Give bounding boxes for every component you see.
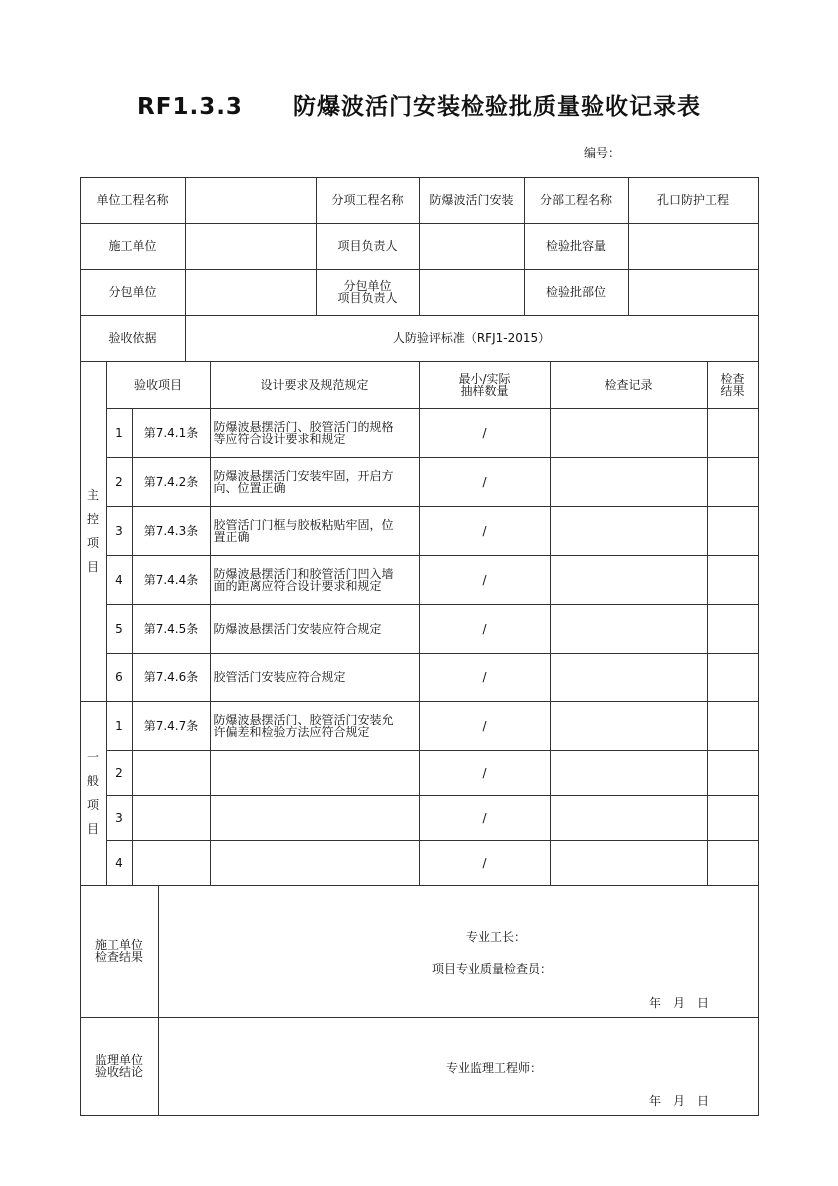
item-number: 1 [106, 408, 133, 458]
item-record[interactable] [550, 408, 708, 458]
item-record[interactable] [550, 840, 708, 886]
form-code: RF1.3.3 [137, 94, 243, 120]
item-record[interactable] [550, 604, 708, 654]
item-number: 4 [106, 555, 133, 605]
basis-value: 人防验评标准（RFJ1-2015） [185, 315, 759, 362]
item-result[interactable] [707, 604, 759, 654]
item-requirement: 防爆波悬摆活门安装应符合规定 [210, 604, 420, 654]
item-record[interactable] [550, 750, 708, 796]
item-number: 5 [106, 604, 133, 654]
item-result[interactable] [707, 750, 759, 796]
item-requirement: 防爆波悬摆活门和胶管活门凹入墙 面的距离应符合设计要求和规定 [210, 555, 420, 605]
item-record[interactable] [550, 506, 708, 556]
item-requirement [210, 795, 420, 841]
item-result[interactable] [707, 457, 759, 507]
batch-location-label: 检验批部位 [524, 269, 629, 316]
engineer-label: 专业监理工程师： [446, 1061, 543, 1075]
item-number: 2 [106, 457, 133, 507]
item-requirement: 防爆波悬摆活门、胶管活门安装允 许偏差和检验方法应符合规定 [210, 701, 420, 751]
item-number: 6 [106, 653, 133, 702]
item-clause: 第7.4.4条 [132, 555, 211, 605]
item-clause: 第7.4.2条 [132, 457, 211, 507]
main-control-label: 主 控 项 目 [80, 361, 107, 702]
item-sample: / [419, 408, 551, 458]
item-requirement: 胶管活门安装应符合规定 [210, 653, 420, 702]
project-manager-label: 项目负责人 [316, 223, 420, 270]
item-sample: / [419, 604, 551, 654]
foreman-label: 专业工长： [466, 930, 527, 944]
item-record[interactable] [550, 555, 708, 605]
col-item-header: 验收项目 [106, 361, 211, 409]
item-clause [132, 840, 211, 886]
item-sample: / [419, 840, 551, 886]
item-sample: / [419, 653, 551, 702]
batch-location-value[interactable] [628, 269, 759, 316]
item-requirement [210, 750, 420, 796]
item-result[interactable] [707, 555, 759, 605]
project-manager-value[interactable] [419, 223, 525, 270]
inspector-label: 项目专业质量检查员： [432, 962, 553, 976]
item-sample: / [419, 457, 551, 507]
subcontractor-label: 分包单位 [80, 269, 186, 316]
item-sample: / [419, 795, 551, 841]
item-sample: / [419, 750, 551, 796]
contractor-label: 施工单位 [80, 223, 186, 270]
item-result[interactable] [707, 408, 759, 458]
batch-capacity-label: 检验批容量 [524, 223, 629, 270]
item-clause [132, 750, 211, 796]
division-label: 分部工程名称 [524, 177, 629, 224]
item-result[interactable] [707, 840, 759, 886]
item-requirement: 胶管活门门框与胶板粘贴牢固，位 置正确 [210, 506, 420, 556]
item-clause: 第7.4.7条 [132, 701, 211, 751]
item-clause: 第7.4.1条 [132, 408, 211, 458]
item-number: 3 [106, 506, 133, 556]
item-number: 2 [106, 750, 133, 796]
item-requirement: 防爆波悬摆活门、胶管活门的规格 等应符合设计要求和规定 [210, 408, 420, 458]
item-number: 4 [106, 840, 133, 886]
sub-item-value: 防爆波活门安装 [419, 177, 525, 224]
supervisor-date: 年 月 日 [649, 1094, 710, 1108]
item-clause: 第7.4.5条 [132, 604, 211, 654]
form-title-text: 防爆波活门安装检验批质量验收记录表 [292, 94, 701, 120]
contractor-check-label: 施工单位 检查结果 [80, 885, 159, 1018]
sub-manager-label: 分包单位 项目负责人 [316, 269, 420, 316]
contractor-date: 年 月 日 [649, 996, 710, 1010]
item-clause [132, 795, 211, 841]
item-requirement: 防爆波悬摆活门安装牢固，开启方 向、位置正确 [210, 457, 420, 507]
item-result[interactable] [707, 506, 759, 556]
general-items-label: 一 般 项 目 [80, 701, 107, 886]
col-sample-header: 最小/实际 抽样数量 [419, 361, 551, 409]
item-number: 3 [106, 795, 133, 841]
sub-manager-value[interactable] [419, 269, 525, 316]
item-record[interactable] [550, 653, 708, 702]
form-title [0, 88, 838, 121]
item-requirement [210, 840, 420, 886]
supervisor-check-label: 监理单位 验收结论 [80, 1017, 159, 1116]
unit-project-label: 单位工程名称 [80, 177, 186, 224]
contractor-value[interactable] [185, 223, 317, 270]
basis-label: 验收依据 [80, 315, 186, 362]
division-value: 孔口防护工程 [628, 177, 759, 224]
item-sample: / [419, 701, 551, 751]
item-sample: / [419, 555, 551, 605]
unit-project-value[interactable] [185, 177, 317, 224]
item-number: 1 [106, 701, 133, 751]
item-result[interactable] [707, 653, 759, 702]
item-record[interactable] [550, 457, 708, 507]
number-label: 编号： [584, 146, 621, 160]
item-sample: / [419, 506, 551, 556]
item-result[interactable] [707, 795, 759, 841]
col-record-header: 检查记录 [550, 361, 708, 409]
item-record[interactable] [550, 701, 708, 751]
item-result[interactable] [707, 701, 759, 751]
col-requirement-header: 设计要求及规范规定 [210, 361, 420, 409]
item-record[interactable] [550, 795, 708, 841]
batch-capacity-value[interactable] [628, 223, 759, 270]
subcontractor-value[interactable] [185, 269, 317, 316]
item-clause: 第7.4.3条 [132, 506, 211, 556]
col-result-header: 检查 结果 [707, 361, 759, 409]
sub-item-label: 分项工程名称 [316, 177, 420, 224]
item-clause: 第7.4.6条 [132, 653, 211, 702]
